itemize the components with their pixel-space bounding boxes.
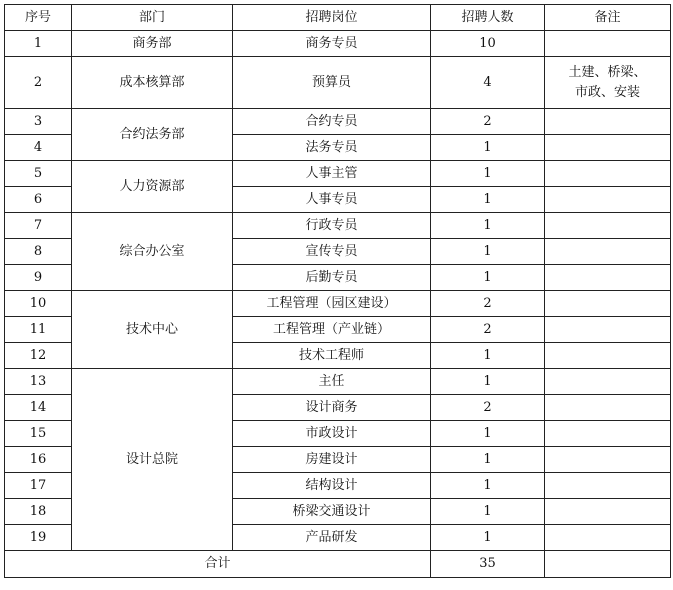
position-cell: 人事专员 [233,187,431,213]
header-row [5,5,671,31]
note-cell [545,473,671,499]
row-number: 8 [5,239,72,265]
row-number: 4 [5,135,72,161]
note-cell [545,447,671,473]
position-cell: 法务专员 [233,135,431,161]
row-number: 1 [5,31,72,57]
total-label: 合计 [5,551,431,578]
header-cell-count: 招聘人数 [431,5,545,31]
position-cell: 结构设计 [233,473,431,499]
row-number: 2 [5,57,72,109]
header-cell-dept: 部门 [72,5,233,31]
note-cell [545,265,671,291]
count-cell: 4 [431,57,545,109]
department-cell: 商务部 [72,31,233,57]
count-cell: 2 [431,109,545,135]
note-cell [545,239,671,265]
count-cell: 1 [431,473,545,499]
count-cell: 1 [431,213,545,239]
total-count: 35 [431,551,545,578]
count-cell: 1 [431,187,545,213]
count-cell: 1 [431,135,545,161]
row-number: 9 [5,265,72,291]
department-cell: 人力资源部 [72,161,233,213]
note-cell [545,187,671,213]
total-note [545,551,671,578]
note-cell [545,317,671,343]
count-cell: 1 [431,499,545,525]
note-cell [545,395,671,421]
row-number: 12 [5,343,72,369]
note-cell [545,343,671,369]
count-cell: 2 [431,317,545,343]
row-number: 5 [5,161,72,187]
note-cell [545,135,671,161]
header-cell-no: 序号 [5,5,72,31]
position-cell: 商务专员 [233,31,431,57]
position-cell: 宣传专员 [233,239,431,265]
count-cell: 10 [431,31,545,57]
total-row [5,551,671,578]
note-cell [545,499,671,525]
table-row [5,109,671,135]
position-cell: 合约专员 [233,109,431,135]
row-number: 13 [5,369,72,395]
position-cell: 房建设计 [233,447,431,473]
row-number: 3 [5,109,72,135]
row-number: 16 [5,447,72,473]
note-cell [545,291,671,317]
header-cell-note: 备注 [545,5,671,31]
note-cell [545,161,671,187]
department-cell: 设计总院 [72,369,233,551]
position-cell: 产品研发 [233,525,431,551]
count-cell: 1 [431,161,545,187]
department-cell: 技术中心 [72,291,233,369]
row-number: 7 [5,213,72,239]
position-cell: 工程管理（产业链） [233,317,431,343]
count-cell: 1 [431,343,545,369]
row-number: 19 [5,525,72,551]
department-cell: 综合办公室 [72,213,233,291]
position-cell: 桥梁交通设计 [233,499,431,525]
count-cell: 1 [431,369,545,395]
count-cell: 1 [431,239,545,265]
position-cell: 市政设计 [233,421,431,447]
note-cell [545,525,671,551]
position-cell: 人事主管 [233,161,431,187]
position-cell: 技术工程师 [233,343,431,369]
note-cell [545,213,671,239]
position-cell: 后勤专员 [233,265,431,291]
table-row [5,213,671,239]
department-cell: 成本核算部 [72,57,233,109]
count-cell: 1 [431,447,545,473]
table-row [5,161,671,187]
note-cell [545,369,671,395]
row-number: 18 [5,499,72,525]
note-cell [545,421,671,447]
table-row [5,369,671,395]
note-cell: 土建、桥梁、 市政、安装 [545,57,671,109]
row-number: 15 [5,421,72,447]
department-cell: 合约法务部 [72,109,233,161]
table-row [5,57,671,109]
row-number: 6 [5,187,72,213]
header-cell-position: 招聘岗位 [233,5,431,31]
note-cell [545,31,671,57]
position-cell: 工程管理（园区建设） [233,291,431,317]
table-row [5,291,671,317]
row-number: 14 [5,395,72,421]
recruitment-table-container [4,4,671,578]
position-cell: 预算员 [233,57,431,109]
position-cell: 设计商务 [233,395,431,421]
count-cell: 2 [431,395,545,421]
position-cell: 主任 [233,369,431,395]
position-cell: 行政专员 [233,213,431,239]
count-cell: 1 [431,525,545,551]
row-number: 10 [5,291,72,317]
recruitment-table [4,4,671,578]
count-cell: 1 [431,421,545,447]
row-number: 17 [5,473,72,499]
count-cell: 1 [431,265,545,291]
note-cell [545,109,671,135]
count-cell: 2 [431,291,545,317]
row-number: 11 [5,317,72,343]
table-row [5,31,671,57]
